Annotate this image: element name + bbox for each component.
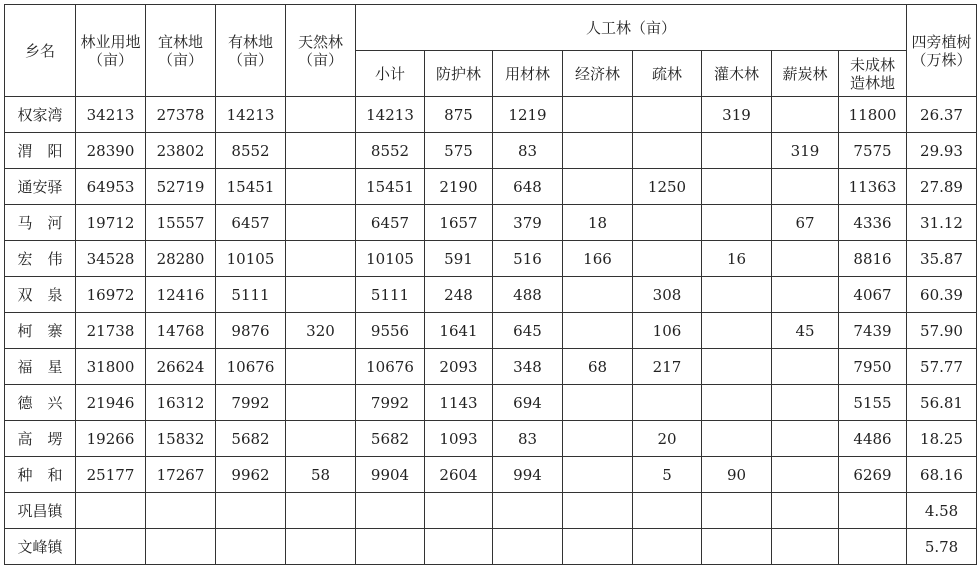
table-cell: 68 <box>563 349 633 385</box>
header-forest-land <box>76 5 146 97</box>
table-cell: 9904 <box>356 457 425 493</box>
table-cell: 15451 <box>356 169 425 205</box>
table-cell: 60.39 <box>907 277 977 313</box>
table-cell <box>633 241 702 277</box>
table-cell <box>356 529 425 565</box>
table-cell: 23802 <box>146 133 216 169</box>
table-cell <box>633 205 702 241</box>
table-cell <box>772 421 839 457</box>
table-cell: 27.89 <box>907 169 977 205</box>
table-cell: 68.16 <box>907 457 977 493</box>
table-row <box>5 385 977 421</box>
table-cell: 15451 <box>216 169 286 205</box>
table-cell <box>772 97 839 133</box>
table-cell: 31800 <box>76 349 146 385</box>
table-row <box>5 277 977 313</box>
table-cell: 57.90 <box>907 313 977 349</box>
table-cell: 575 <box>425 133 493 169</box>
table-cell: 18.25 <box>907 421 977 457</box>
town-name-cell: 权家湾 <box>5 97 76 133</box>
table-cell: 56.81 <box>907 385 977 421</box>
table-row <box>5 313 977 349</box>
header-suitable-land-line1: 宜林地 <box>157 32 203 51</box>
table-cell: 994 <box>493 457 563 493</box>
table-cell: 16 <box>702 241 772 277</box>
table-cell <box>286 133 356 169</box>
table-cell <box>286 241 356 277</box>
table-cell: 4486 <box>839 421 907 457</box>
table-cell <box>286 421 356 457</box>
header-planted-forest-group: 人工林（亩） <box>356 5 907 51</box>
table-cell <box>286 169 356 205</box>
header-town: 乡名 <box>5 5 76 97</box>
table-cell <box>702 169 772 205</box>
table-row <box>5 133 977 169</box>
table-cell <box>563 529 633 565</box>
table-row <box>5 97 977 133</box>
table-cell <box>702 205 772 241</box>
table-cell: 217 <box>633 349 702 385</box>
table-cell <box>356 493 425 529</box>
table-cell: 21946 <box>76 385 146 421</box>
table-cell <box>702 277 772 313</box>
table-cell: 52719 <box>146 169 216 205</box>
table-row <box>5 169 977 205</box>
table-cell: 17267 <box>146 457 216 493</box>
table-cell <box>76 529 146 565</box>
table-row <box>5 493 977 529</box>
table-cell: 106 <box>633 313 702 349</box>
table-cell: 15832 <box>146 421 216 457</box>
table-cell <box>286 205 356 241</box>
town-name-cell: 文峰镇 <box>5 529 76 565</box>
header-forest-land-line1: 林业用地 <box>80 32 141 51</box>
table-cell: 90 <box>702 457 772 493</box>
header-natural-forest-line2: （亩） <box>297 50 343 69</box>
table-cell: 10105 <box>216 241 286 277</box>
table-cell <box>493 493 563 529</box>
table-cell: 2093 <box>425 349 493 385</box>
table-cell: 319 <box>702 97 772 133</box>
table-cell: 29.93 <box>907 133 977 169</box>
table-cell <box>563 169 633 205</box>
table-cell <box>839 493 907 529</box>
table-row <box>5 205 977 241</box>
table-cell <box>563 277 633 313</box>
table-cell: 34528 <box>76 241 146 277</box>
table-cell: 14213 <box>356 97 425 133</box>
town-name-cell: 巩昌镇 <box>5 493 76 529</box>
table-cell: 488 <box>493 277 563 313</box>
table-cell <box>772 169 839 205</box>
header-suitable-land <box>146 5 216 97</box>
table-cell: 5.78 <box>907 529 977 565</box>
table-row <box>5 349 977 385</box>
table-cell: 83 <box>493 133 563 169</box>
header-trees-line2: （万株） <box>911 50 972 69</box>
table-cell: 1093 <box>425 421 493 457</box>
header-protection-forest: 防护林 <box>425 51 493 97</box>
table-body <box>5 97 977 565</box>
table-cell <box>702 493 772 529</box>
table-cell: 26.37 <box>907 97 977 133</box>
table-cell: 7950 <box>839 349 907 385</box>
table-cell: 7575 <box>839 133 907 169</box>
table-cell: 28390 <box>76 133 146 169</box>
header-firewood-forest: 薪炭林 <box>772 51 839 97</box>
table-cell: 25177 <box>76 457 146 493</box>
table-cell <box>839 529 907 565</box>
table-cell: 8552 <box>356 133 425 169</box>
table-cell <box>286 385 356 421</box>
table-cell <box>633 529 702 565</box>
table-cell: 516 <box>493 241 563 277</box>
table-cell: 2190 <box>425 169 493 205</box>
table-cell <box>563 97 633 133</box>
town-name-cell: 双 泉 <box>5 277 76 313</box>
town-name-cell: 宏 伟 <box>5 241 76 277</box>
header-suitable-land-line2: （亩） <box>157 50 203 69</box>
table-cell: 12416 <box>146 277 216 313</box>
table-cell <box>563 133 633 169</box>
table-cell <box>563 493 633 529</box>
table-cell: 28280 <box>146 241 216 277</box>
table-cell <box>286 493 356 529</box>
header-four-side-trees <box>907 5 977 97</box>
table-row <box>5 421 977 457</box>
table-cell <box>286 529 356 565</box>
table-cell <box>633 385 702 421</box>
table-cell: 5682 <box>356 421 425 457</box>
table-cell <box>702 529 772 565</box>
table-cell <box>772 277 839 313</box>
table-cell: 7992 <box>356 385 425 421</box>
table-cell: 16972 <box>76 277 146 313</box>
town-name-cell: 渭 阳 <box>5 133 76 169</box>
table-cell: 34213 <box>76 97 146 133</box>
header-natural-forest-line1: 天然林 <box>297 32 343 51</box>
table-cell <box>702 385 772 421</box>
table-cell <box>493 529 563 565</box>
town-name-cell: 通安驿 <box>5 169 76 205</box>
table-cell: 20 <box>633 421 702 457</box>
header-trees-line1: 四旁植树 <box>911 32 972 51</box>
table-cell: 1250 <box>633 169 702 205</box>
table-cell: 5155 <box>839 385 907 421</box>
table-cell: 14213 <box>216 97 286 133</box>
table-cell: 7992 <box>216 385 286 421</box>
table-cell <box>772 385 839 421</box>
table-cell: 1657 <box>425 205 493 241</box>
table-cell: 15557 <box>146 205 216 241</box>
table-cell: 10105 <box>356 241 425 277</box>
table-cell: 9556 <box>356 313 425 349</box>
header-forested-land-line2: （亩） <box>227 50 273 69</box>
header-forested-land-line1: 有林地 <box>227 32 273 51</box>
table-cell <box>702 421 772 457</box>
table-cell: 248 <box>425 277 493 313</box>
header-shrub-forest: 灌木林 <box>702 51 772 97</box>
table-cell: 45 <box>772 313 839 349</box>
table-cell <box>425 529 493 565</box>
table-cell: 10676 <box>216 349 286 385</box>
table-cell: 591 <box>425 241 493 277</box>
table-cell <box>563 457 633 493</box>
table-cell <box>633 97 702 133</box>
table-cell: 320 <box>286 313 356 349</box>
header-subtotal: 小计 <box>356 51 425 97</box>
header-unfinished-afforestation <box>839 51 907 97</box>
table-cell: 26624 <box>146 349 216 385</box>
table-cell <box>772 241 839 277</box>
table-row <box>5 241 977 277</box>
table-cell: 9962 <box>216 457 286 493</box>
town-name-cell: 柯 寨 <box>5 313 76 349</box>
table-cell <box>633 133 702 169</box>
town-name-cell: 德 兴 <box>5 385 76 421</box>
table-cell: 35.87 <box>907 241 977 277</box>
table-cell <box>772 457 839 493</box>
table-cell: 1143 <box>425 385 493 421</box>
table-cell: 2604 <box>425 457 493 493</box>
table-cell: 27378 <box>146 97 216 133</box>
header-economic-forest: 经济林 <box>563 51 633 97</box>
table-row <box>5 529 977 565</box>
table-cell <box>425 493 493 529</box>
table-cell: 18 <box>563 205 633 241</box>
table-cell: 5111 <box>356 277 425 313</box>
table-cell: 4336 <box>839 205 907 241</box>
table-cell <box>286 349 356 385</box>
header-unfinished-line1: 未成林 <box>850 55 896 74</box>
table-cell: 319 <box>772 133 839 169</box>
table-cell <box>216 493 286 529</box>
table-cell: 11800 <box>839 97 907 133</box>
table-cell: 9876 <box>216 313 286 349</box>
header-forested-land <box>216 5 286 97</box>
table-cell: 19266 <box>76 421 146 457</box>
table-cell: 58 <box>286 457 356 493</box>
table-cell <box>702 313 772 349</box>
table-cell: 8552 <box>216 133 286 169</box>
header-sparse-forest: 疏林 <box>633 51 702 97</box>
table-cell <box>286 97 356 133</box>
table-cell: 694 <box>493 385 563 421</box>
table-cell <box>146 529 216 565</box>
table-cell: 31.12 <box>907 205 977 241</box>
table-cell: 67 <box>772 205 839 241</box>
table-cell <box>702 133 772 169</box>
table-cell <box>286 277 356 313</box>
table-cell: 57.77 <box>907 349 977 385</box>
table-cell <box>146 493 216 529</box>
header-unfinished-line2: 造林地 <box>850 73 896 92</box>
header-natural-forest <box>286 5 356 97</box>
table-cell <box>216 529 286 565</box>
table-cell: 11363 <box>839 169 907 205</box>
table-cell: 379 <box>493 205 563 241</box>
table-cell: 348 <box>493 349 563 385</box>
table-cell <box>563 421 633 457</box>
table-cell <box>772 349 839 385</box>
table-cell <box>633 493 702 529</box>
town-name-cell: 马 河 <box>5 205 76 241</box>
town-name-cell: 高 塄 <box>5 421 76 457</box>
table-cell: 875 <box>425 97 493 133</box>
table-cell <box>563 313 633 349</box>
table-cell <box>702 349 772 385</box>
table-cell: 4067 <box>839 277 907 313</box>
table-cell <box>772 493 839 529</box>
table-cell: 10676 <box>356 349 425 385</box>
table-cell <box>563 385 633 421</box>
table-cell: 14768 <box>146 313 216 349</box>
town-name-cell: 福 星 <box>5 349 76 385</box>
header-forest-land-line2: （亩） <box>87 50 133 69</box>
table-row <box>5 457 977 493</box>
table-cell: 16312 <box>146 385 216 421</box>
table-cell: 1219 <box>493 97 563 133</box>
table-cell: 8816 <box>839 241 907 277</box>
forestry-statistics-table <box>4 4 977 565</box>
table-cell: 6457 <box>356 205 425 241</box>
table-cell: 6269 <box>839 457 907 493</box>
table-cell: 308 <box>633 277 702 313</box>
table-cell: 21738 <box>76 313 146 349</box>
table-cell <box>76 493 146 529</box>
header-timber-forest: 用材林 <box>493 51 563 97</box>
table-cell: 645 <box>493 313 563 349</box>
table-cell: 5 <box>633 457 702 493</box>
table-cell: 5111 <box>216 277 286 313</box>
table-cell: 5682 <box>216 421 286 457</box>
table-cell: 19712 <box>76 205 146 241</box>
table-cell: 648 <box>493 169 563 205</box>
table-cell: 6457 <box>216 205 286 241</box>
table-cell: 166 <box>563 241 633 277</box>
table-cell <box>772 529 839 565</box>
table-cell: 1641 <box>425 313 493 349</box>
table-cell: 83 <box>493 421 563 457</box>
town-name-cell: 种 和 <box>5 457 76 493</box>
table-cell: 64953 <box>76 169 146 205</box>
table-cell: 7439 <box>839 313 907 349</box>
table-cell: 4.58 <box>907 493 977 529</box>
